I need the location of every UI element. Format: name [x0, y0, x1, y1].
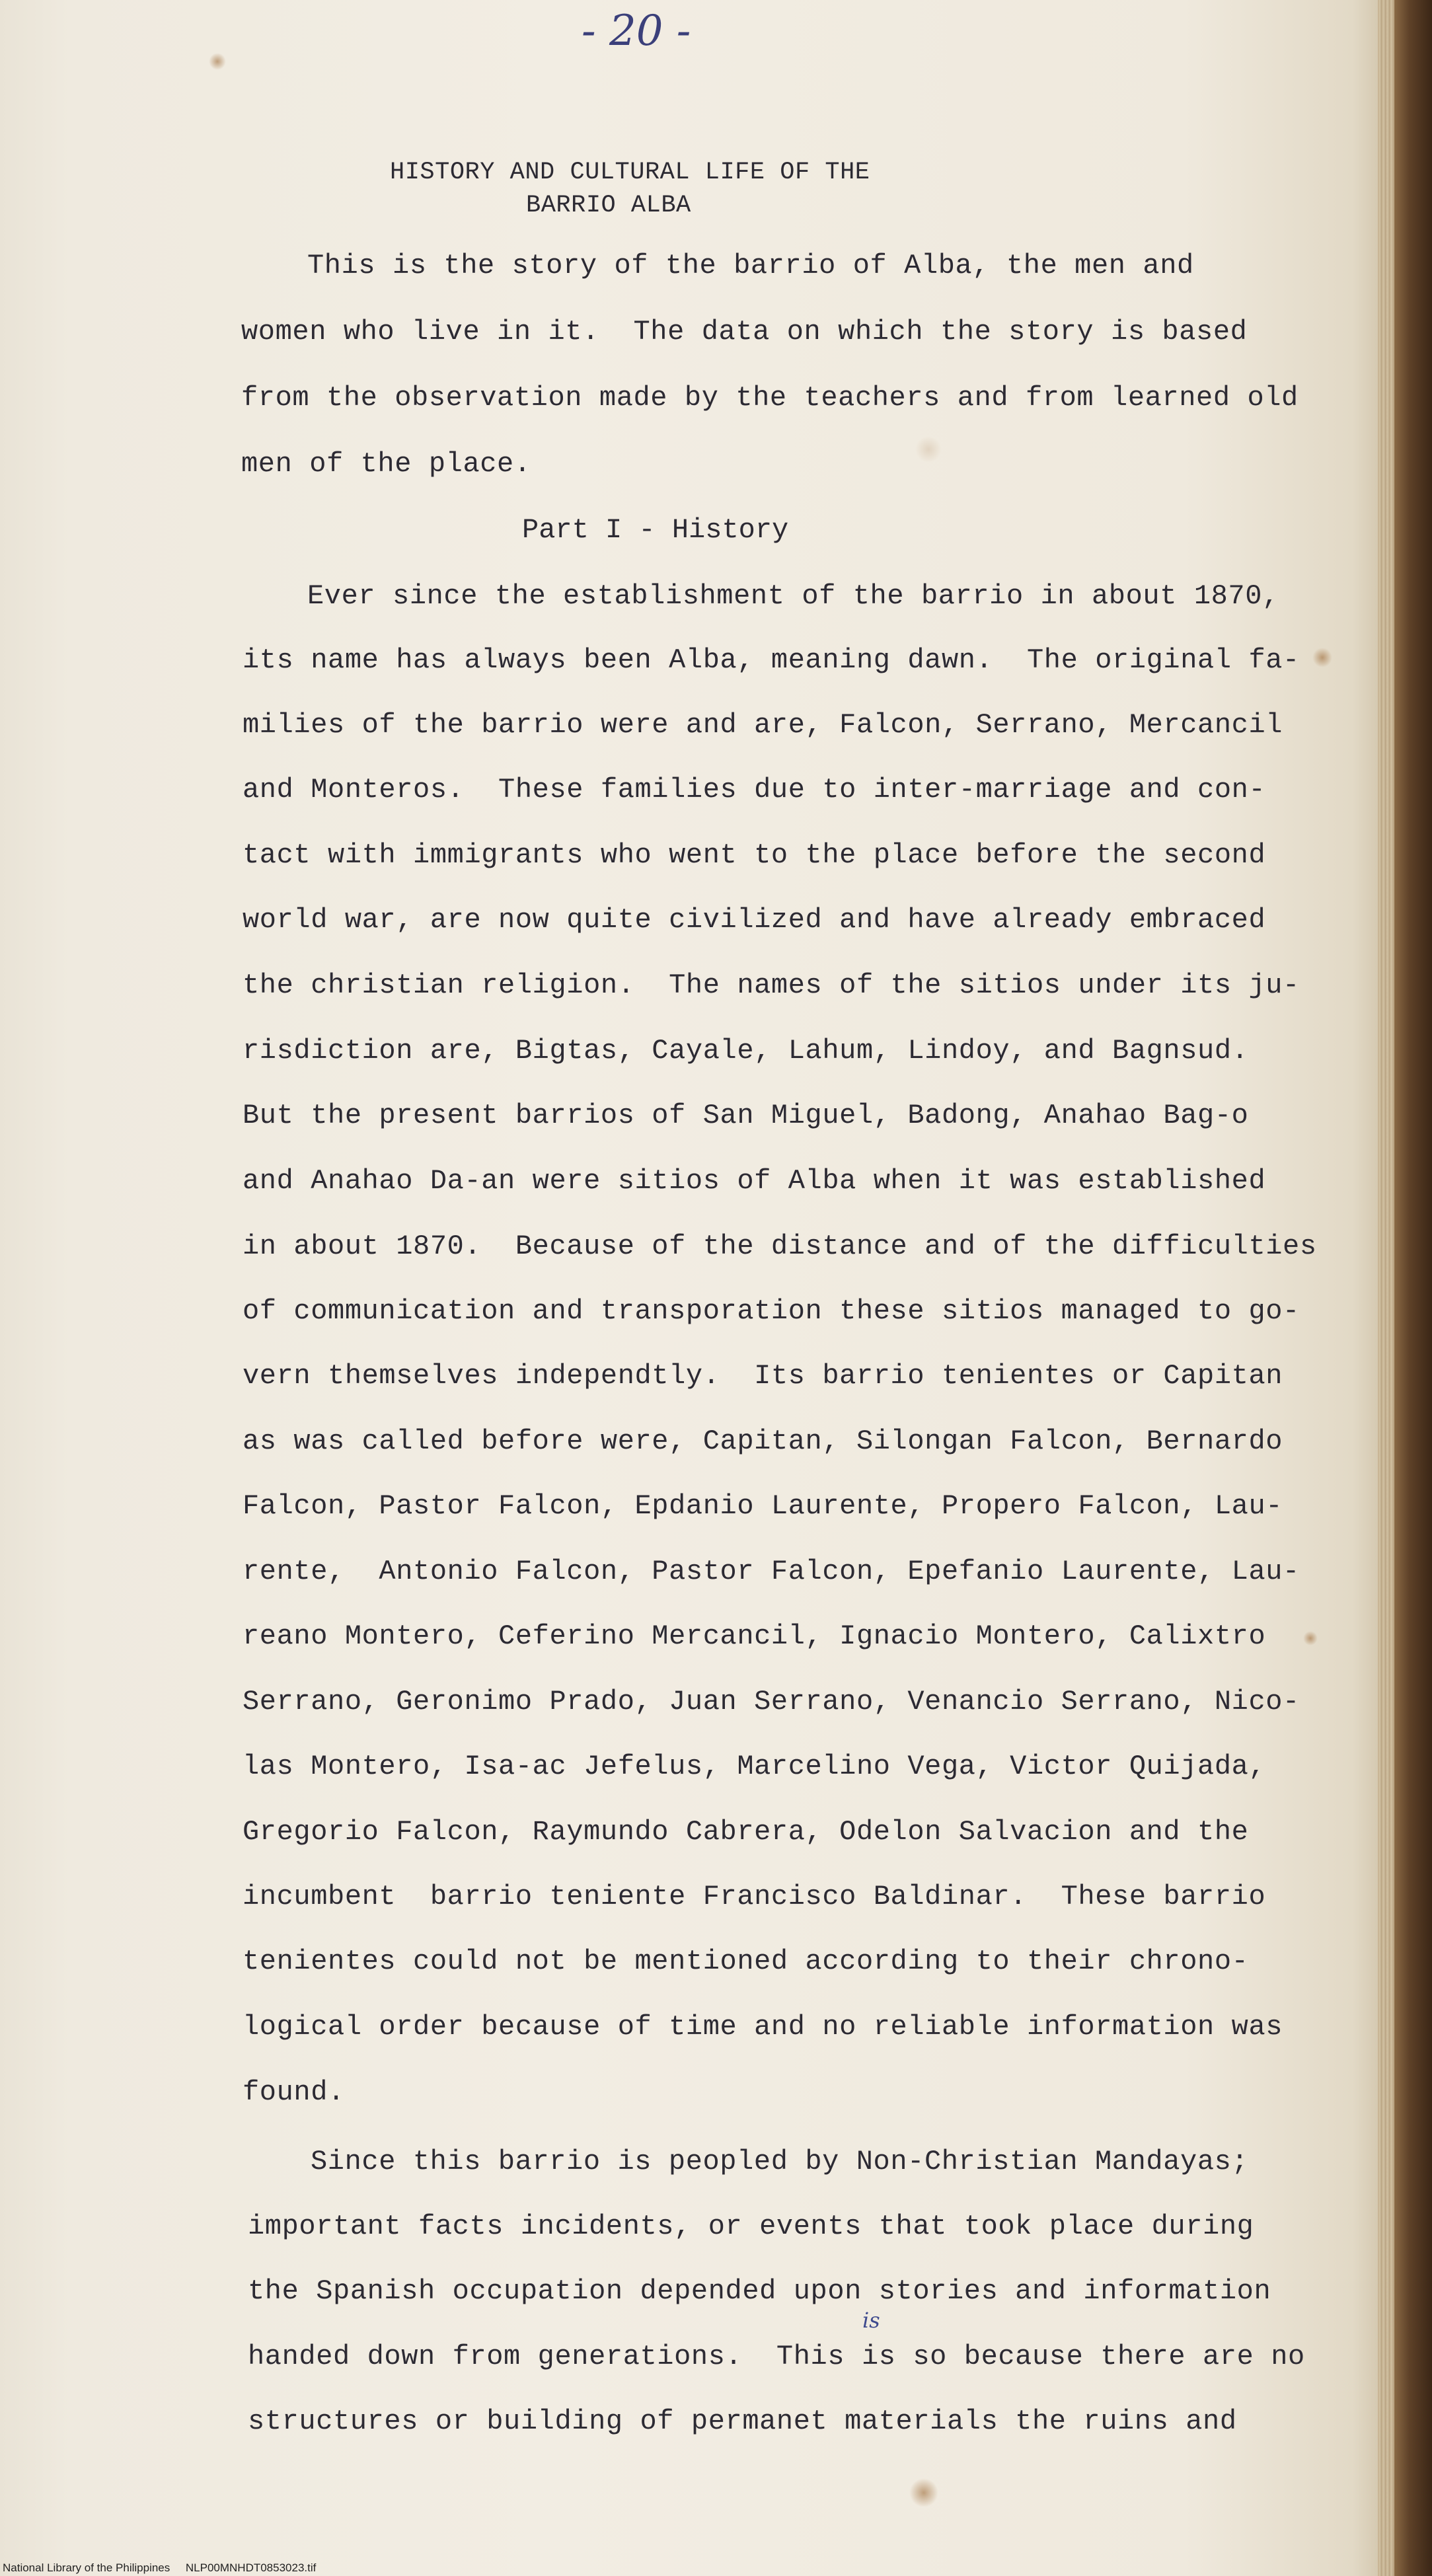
paragraph2-line: as was called before were, Capitan, Silongan Falcon, Bernardo	[243, 1425, 1283, 1457]
paper-stain	[909, 2478, 938, 2507]
paragraph2-line: Gregorio Falcon, Raymundo Cabrera, Odelon Salvacion and the	[243, 1816, 1249, 1848]
paragraph2-line: Falcon, Pastor Falcon, Epdanio Laurente, Propero Falcon, Lau-	[243, 1490, 1283, 1522]
section-heading: Part I - History	[522, 514, 789, 546]
paragraph2-line: las Montero, Isa-ac Jefelus, Marcelino Vega, Victor Quijada,	[243, 1751, 1266, 1782]
paragraph2-line: Serrano, Geronimo Prado, Juan Serrano, Venancio Serrano, Nico-	[243, 1686, 1300, 1718]
paragraph2-line: vern themselves independtly. Its barrio tenientes or Capitan	[243, 1360, 1283, 1392]
paragraph1-line: women who live in it. The data on which the story is based	[241, 316, 1248, 348]
paragraph1-line: men of the place.	[241, 448, 531, 480]
paragraph2-line: Ever since the establishment of the barrio in about 1870,	[307, 580, 1279, 612]
paragraph3-line: the Spanish occupation depended upon stories and information	[248, 2275, 1271, 2307]
paragraph2-line: milies of the barrio were and are, Falcon, Serrano, Mercancil	[243, 709, 1283, 741]
book-binding	[1394, 0, 1432, 2576]
paragraph2-line: risdiction are, Bigtas, Cayale, Lahum, Lindoy, and Bagnsud.	[243, 1035, 1249, 1067]
paper-stain	[1303, 1631, 1318, 1646]
paragraph2-line: incumbent barrio teniente Francisco Baldinar. These barrio	[243, 1881, 1266, 1913]
paragraph3-line: Since this barrio is peopled by Non-Christian Mandayas;	[311, 2146, 1249, 2178]
paper-stain	[209, 53, 226, 70]
paragraph3-line: structures or building of permanet materials the ruins and	[248, 2406, 1237, 2437]
page-number: - 20 -	[582, 7, 691, 56]
handwritten-insertion: is	[862, 2308, 880, 2333]
paragraph2-line: world war, are now quite civilized and have already embraced	[243, 904, 1266, 936]
paragraph2-line: rente, Antonio Falcon, Pastor Falcon, Epefanio Laurente, Lau-	[243, 1556, 1300, 1587]
paragraph2-line: But the present barrios of San Miguel, Badong, Anahao Bag-o	[243, 1100, 1249, 1131]
paragraph2-line: found.	[243, 2076, 345, 2108]
page-edge-shadow	[1378, 0, 1394, 2576]
paragraph2-line: tenientes could not be mentioned according to their chrono-	[243, 1946, 1249, 1977]
paper-stain	[915, 436, 942, 463]
paragraph1-line: from the observation made by the teachers and from learned old	[241, 382, 1299, 414]
paragraph3-line: important facts incidents, or events that took place during	[248, 2211, 1254, 2242]
paragraph1-line: This is the story of the barrio of Alba, the men and	[307, 250, 1194, 282]
paragraph2-line: and Anahao Da-an were sitios of Alba when it was established	[243, 1165, 1266, 1197]
scan-footer: National Library of the Philippines NLP00MNHDT0853023.tif	[3, 2561, 317, 2574]
paper-stain	[1312, 648, 1332, 667]
paragraph2-line: logical order because of time and no reliable information was	[243, 2011, 1283, 2043]
paragraph2-line: its name has always been Alba, meaning dawn. The original fa-	[243, 644, 1300, 676]
paragraph2-line: reano Montero, Ceferino Mercancil, Ignacio Montero, Calixtro	[243, 1620, 1266, 1652]
paragraph3-line: handed down from generations. This is so because there are no	[248, 2341, 1305, 2372]
paragraph2-line: tact with immigrants who went to the place before the second	[243, 839, 1266, 871]
paragraph2-line: in about 1870. Because of the distance and of the difficulties	[243, 1231, 1317, 1262]
document-title-line: BARRIO ALBA	[526, 192, 691, 219]
paragraph2-line: and Monteros. These families due to inter-marriage and con-	[243, 774, 1266, 806]
paragraph2-line: the christian religion. The names of the sitios under its ju-	[243, 969, 1300, 1001]
document-title-line: HISTORY AND CULTURAL LIFE OF THE	[390, 159, 870, 186]
paragraph2-line: of communication and transporation these sitios managed to go-	[243, 1295, 1300, 1327]
